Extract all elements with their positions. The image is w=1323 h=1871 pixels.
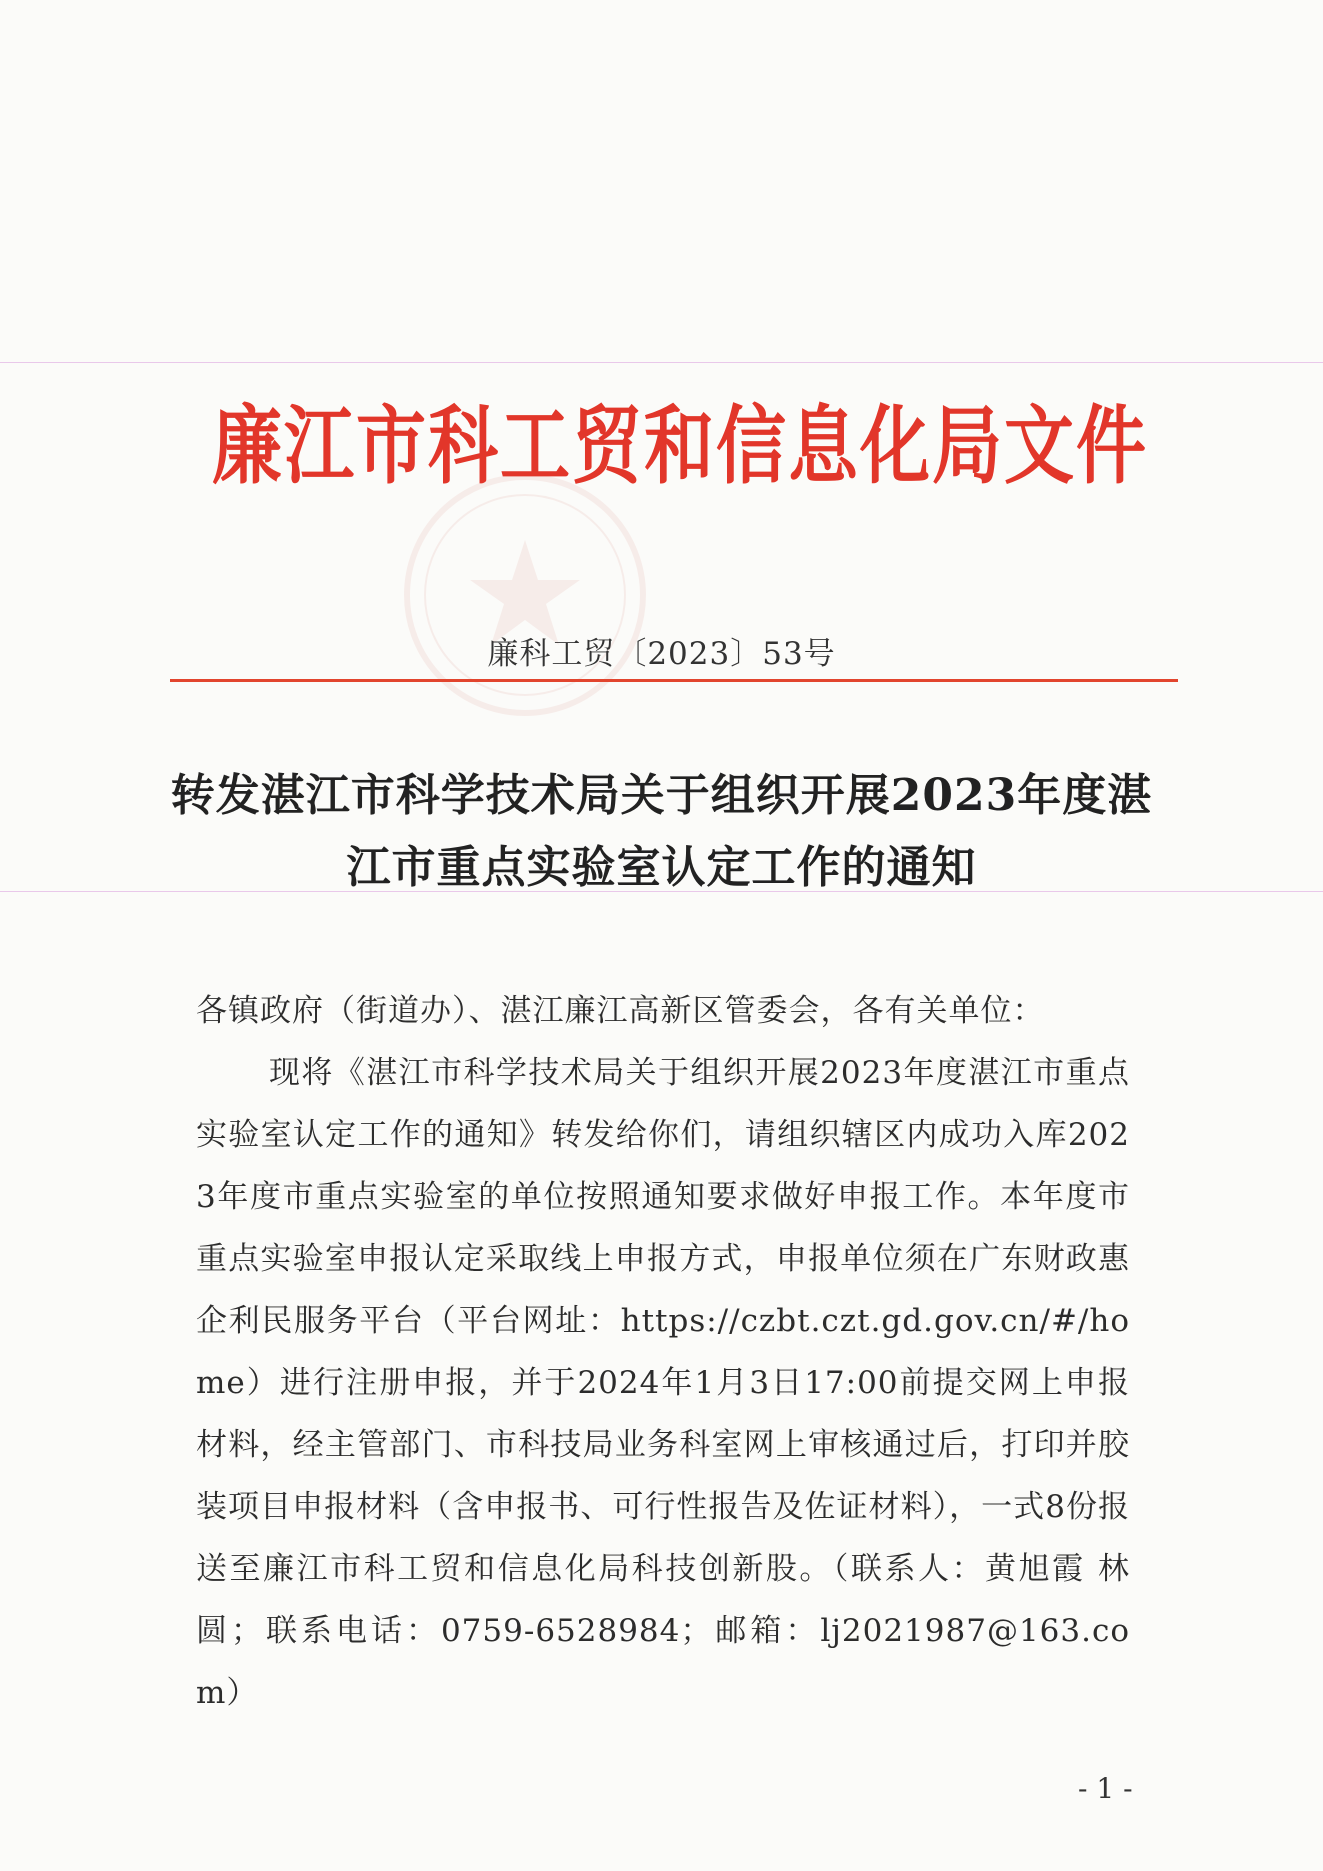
document-body xyxy=(196,980,1130,1724)
body-paragraph: 现将《湛江市科学技术局关于组织开展2023年度湛江市重点实验室认定工作的通知》转发给你们，请组织辖区内成功入库2023年度市重点实验室的单位按照通知要求做好申报工作。本年度市重点实验室申报认定采取线上申报方式，申报单位须在广东财政惠企利民服务平台（平台网址：https://czbt.czt.gd.gov.cn/#/home）进行注册申报，并于2024年1月3日17:00前提交网上申报材料，经主管部门、市科技局业务科室网上审核通过后，打印并胶装项目申报材料（含申报书、可行性报告及佐证材料），一式8份报送至廉江市科工贸和信息化局科技创新股。（联系人：黄旭霞 林圆；联系电话：0759-6528984；邮箱：lj2021987@163.com） xyxy=(196,1055,1130,1711)
document-number: 廉科工贸〔2023〕53号 xyxy=(487,636,836,672)
red-divider-line xyxy=(170,679,1178,682)
scan-line xyxy=(0,362,1323,363)
notice-title: 转发湛江市科学技术局关于组织开展2023年度湛江市重点实验室认定工作的通知 xyxy=(170,770,1153,893)
salutation: 各镇政府（街道办）、湛江廉江高新区管委会，各有关单位： xyxy=(196,993,1045,1029)
official-seal-stamp xyxy=(400,470,650,720)
issuing-authority-header: 廉江市科工贸和信息化局文件 xyxy=(212,395,1148,497)
page-number: - 1 - xyxy=(1078,1772,1133,1805)
